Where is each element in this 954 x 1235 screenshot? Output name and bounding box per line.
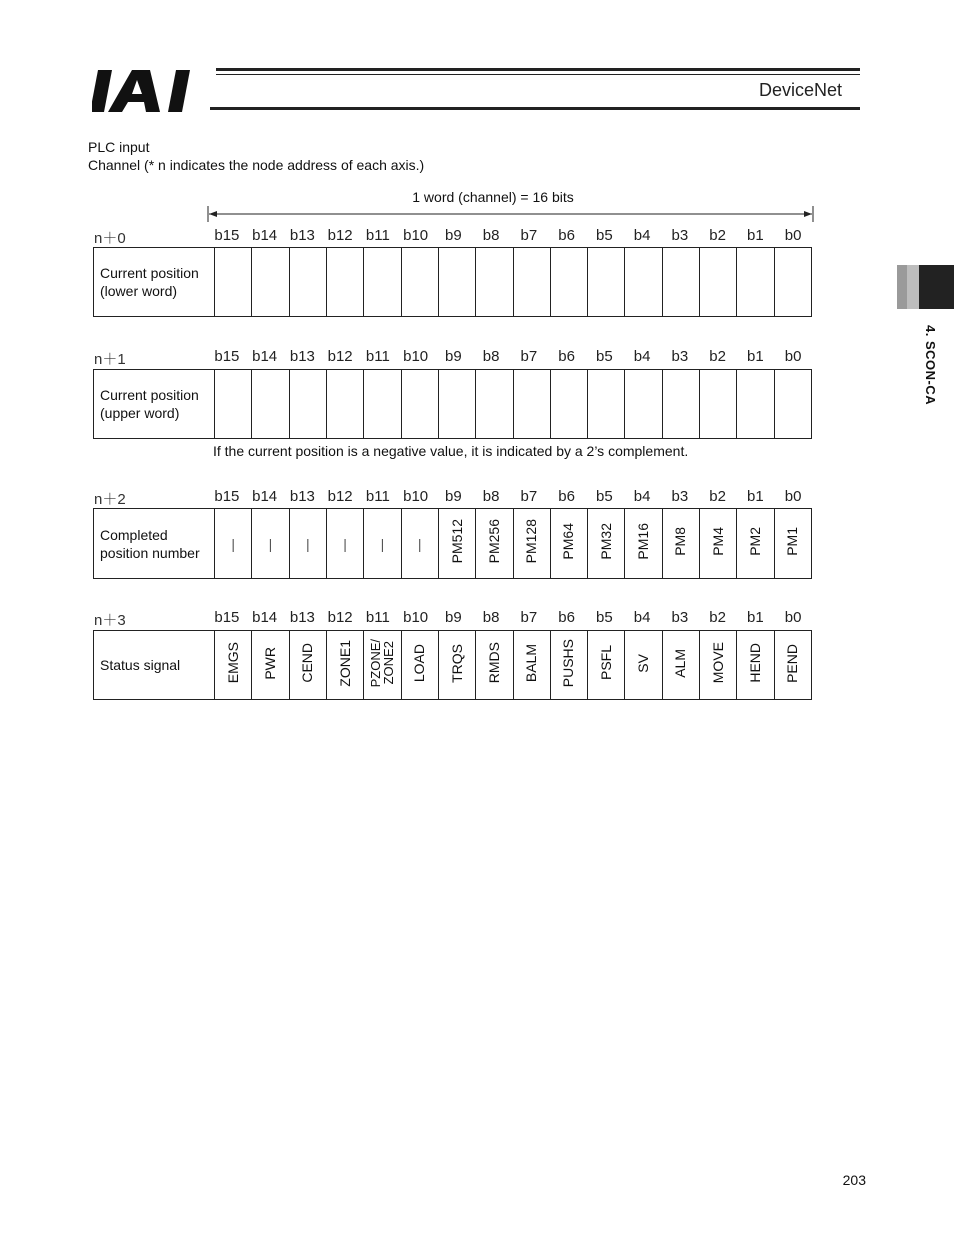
bit-header-b5: b5 [596, 227, 613, 244]
bit-header-b15: b15 [214, 348, 240, 365]
page-number: 203 [842, 1172, 866, 1188]
bit-cell [550, 631, 587, 700]
bit-cell [662, 631, 699, 700]
bit-signal-label: PM4 [709, 527, 726, 556]
channel-label-n3: n＋3 [94, 612, 126, 629]
bit-header-b12: b12 [327, 488, 353, 505]
bit-cell [401, 509, 438, 579]
bit-cell [476, 248, 513, 317]
bit-header-b13: b13 [289, 609, 315, 626]
bit-cell [550, 370, 587, 439]
bit-cell [700, 509, 737, 579]
bit-cell [364, 248, 401, 317]
bit-header-b1: b1 [747, 348, 764, 365]
bit-signal-label: ZONE1 [336, 639, 353, 687]
bit-header-b4: b4 [633, 609, 651, 626]
bit-cell [737, 509, 774, 579]
bit-header-b11: b11 [365, 609, 390, 626]
bit-signal-label: PM1 [784, 527, 801, 556]
bit-header-b7: b7 [520, 227, 538, 244]
register-table-n3 [93, 630, 812, 700]
side-tab-label: 4. SCON-CA [923, 325, 938, 406]
iai-logo [92, 64, 212, 116]
bit-cell [625, 631, 662, 700]
bit-cell [438, 370, 475, 439]
bit-cell [326, 631, 363, 700]
bit-header-b2: b2 [709, 609, 726, 626]
bit-signal-label: PM128 [523, 519, 540, 564]
bit-header-b1: b1 [747, 488, 764, 505]
row-name-n0: Current position (lower word) [94, 248, 215, 317]
bit-cell [588, 248, 625, 317]
bit-header-b4: b4 [633, 488, 651, 505]
bit-cell [513, 370, 550, 439]
bit-cell [550, 509, 587, 579]
bit-header-b6: b6 [558, 348, 575, 365]
bit-header-b10: b10 [403, 609, 429, 626]
bit-cell [588, 631, 625, 700]
bit-header-b1: b1 [747, 227, 764, 244]
bit-header-b4: b4 [633, 348, 651, 365]
table-row [94, 248, 812, 317]
header-rule-top-thin [216, 74, 860, 75]
bit-signal-label: PM8 [672, 527, 689, 556]
bit-signal-label: PUSHS [560, 638, 577, 688]
side-tab-shade-light [897, 265, 907, 309]
bit-header-b15: b15 [214, 227, 240, 244]
bit-header-b1: b1 [747, 609, 764, 626]
bit-cell [252, 248, 289, 317]
bit-header-b9: b9 [445, 488, 462, 505]
bit-cell [252, 631, 289, 700]
bit-signal-label: PM512 [448, 519, 465, 564]
bit-cell [662, 509, 699, 579]
bit-signal-label: TRQS [448, 643, 465, 683]
negative-value-note: If the current position is a negative value, it is indicated by a 2’s complement. [213, 443, 689, 459]
word-size-label: 1 word (channel) = 16 bits [412, 189, 574, 205]
bit-header-b14: b14 [252, 348, 278, 365]
bit-cell [737, 248, 774, 317]
bit-signal-label: | [231, 535, 235, 552]
bit-cell [364, 631, 401, 700]
bit-signal-label: PEND [784, 643, 801, 683]
bit-signal-label: RMDS [485, 642, 502, 684]
bit-header-b10: b10 [403, 348, 429, 365]
bit-cell [700, 248, 737, 317]
bit-signal-label: | [417, 535, 422, 552]
bit-header-b13: b13 [289, 348, 315, 365]
bit-header-b10: b10 [403, 227, 429, 244]
bit-cell [513, 509, 550, 579]
bit-header-row-n3 [208, 609, 812, 627]
register-table-n1 [93, 369, 812, 439]
bit-header-b8: b8 [482, 488, 500, 505]
bit-header-b3: b3 [671, 348, 689, 365]
section-title: DeviceNet [758, 80, 842, 100]
bit-header-b12: b12 [327, 348, 353, 365]
bit-header-b3: b3 [671, 609, 689, 626]
bit-cell [550, 248, 587, 317]
bit-cell [252, 509, 289, 579]
bit-cell [625, 370, 662, 439]
bit-signal-label: LOAD [411, 643, 428, 683]
bit-cell [289, 370, 326, 439]
bit-cell [438, 248, 475, 317]
bit-header-b3: b3 [671, 488, 689, 505]
bit-cell [401, 370, 438, 439]
bit-cell [700, 631, 737, 700]
bit-cell [289, 509, 326, 579]
bit-cell [774, 509, 811, 579]
bit-header-b7: b7 [520, 609, 538, 626]
bit-signal-label: PWR [261, 646, 278, 680]
bit-cell [774, 248, 811, 317]
bit-cell [326, 248, 363, 317]
bit-cell [289, 248, 326, 317]
bit-cell [438, 509, 475, 579]
bit-cell [438, 631, 475, 700]
bit-cell [326, 370, 363, 439]
channel-label-n0: n＋0 [94, 230, 126, 247]
bit-header-b8: b8 [482, 348, 500, 365]
bit-header-b11: b11 [365, 348, 390, 365]
bit-header-b0: b0 [784, 227, 802, 244]
bit-signal-label: EMGS [224, 642, 241, 684]
word-width-arrow [207, 206, 815, 222]
bit-signal-label: PZONE/ ZONE2 [368, 638, 397, 688]
bit-cell [662, 248, 699, 317]
intro-line-2: Channel (* n indicates the node address of each axis.) [88, 157, 425, 173]
bit-header-b9: b9 [445, 348, 462, 365]
header-rule-top [216, 68, 860, 71]
bit-header-b5: b5 [596, 609, 613, 626]
bit-signal-label: PM16 [635, 523, 652, 560]
bit-cell [476, 631, 513, 700]
bit-cell [215, 248, 252, 317]
bit-header-row-n2 [208, 488, 812, 506]
side-tab-marker [919, 265, 954, 309]
bit-header-b14: b14 [252, 227, 278, 244]
register-table-n2 [93, 508, 812, 579]
bit-cell [737, 631, 774, 700]
bit-cell [513, 248, 550, 317]
table-row [94, 631, 812, 700]
bit-header-b10: b10 [403, 488, 429, 505]
bit-header-b13: b13 [289, 488, 315, 505]
channel-label-n1: n＋1 [94, 351, 126, 368]
bit-cell [588, 509, 625, 579]
bit-cell [252, 370, 289, 439]
bit-signal-label: PM2 [747, 527, 764, 556]
bit-cell [364, 509, 401, 579]
bit-header-b4: b4 [633, 227, 651, 244]
bit-header-b0: b0 [784, 488, 802, 505]
bit-header-b12: b12 [327, 227, 353, 244]
bit-cell [513, 631, 550, 700]
bit-header-b2: b2 [709, 488, 726, 505]
bit-header-b9: b9 [445, 609, 462, 626]
bit-header-b8: b8 [482, 609, 500, 626]
row-name-n1: Current position (upper word) [94, 370, 215, 439]
bit-header-b14: b14 [252, 609, 278, 626]
table-row [94, 370, 812, 439]
bit-signal-label: SV [635, 653, 652, 673]
bit-signal-label: ALM [672, 648, 689, 678]
bit-header-b12: b12 [327, 609, 353, 626]
side-tab-shade-mid [907, 265, 919, 309]
register-table-n0 [93, 247, 812, 317]
bit-header-b3: b3 [671, 227, 689, 244]
bit-cell [625, 509, 662, 579]
bit-header-b15: b15 [214, 488, 240, 505]
bit-header-row-n0 [208, 227, 812, 245]
bit-signal-label: | [343, 535, 347, 552]
bit-signal-label: | [268, 535, 273, 552]
bit-cell [588, 370, 625, 439]
bit-signal-label: BALM [523, 643, 540, 683]
table-row [94, 509, 812, 579]
intro-line-1: PLC input [88, 139, 150, 155]
channel-label-n2: n＋2 [94, 491, 126, 508]
bit-cell [289, 631, 326, 700]
bit-cell [700, 370, 737, 439]
bit-header-b14: b14 [252, 488, 278, 505]
bit-cell [476, 370, 513, 439]
bit-cell [215, 631, 252, 700]
bit-header-b5: b5 [596, 348, 613, 365]
bit-header-b15: b15 [214, 609, 240, 626]
bit-cell [476, 509, 513, 579]
bit-header-b6: b6 [558, 488, 575, 505]
bit-header-b11: b11 [365, 227, 390, 244]
bit-header-b2: b2 [709, 348, 726, 365]
bit-cell [401, 248, 438, 317]
bit-header-b7: b7 [520, 488, 538, 505]
bit-cell [215, 509, 252, 579]
bit-signal-label: PM64 [560, 523, 577, 560]
bit-cell [401, 631, 438, 700]
header-rule-bottom [210, 107, 860, 110]
bit-cell [326, 509, 363, 579]
bit-header-b9: b9 [445, 227, 462, 244]
bit-header-b11: b11 [365, 488, 390, 505]
bit-header-b6: b6 [558, 227, 575, 244]
bit-cell [364, 370, 401, 439]
bit-header-b6: b6 [558, 609, 575, 626]
bit-header-b5: b5 [596, 488, 613, 505]
bit-signal-label: | [305, 535, 310, 552]
bit-cell [215, 370, 252, 439]
bit-cell [737, 370, 774, 439]
bit-header-b0: b0 [784, 348, 802, 365]
bit-header-b8: b8 [482, 227, 500, 244]
row-name-n2: Completed position number [94, 509, 215, 579]
bit-signal-label: MOVE [709, 642, 726, 684]
bit-signal-label: HEND [747, 643, 764, 683]
bit-signal-label: PSFL [597, 645, 614, 681]
bit-header-b13: b13 [289, 227, 315, 244]
bit-header-b7: b7 [520, 348, 538, 365]
bit-cell [774, 631, 811, 700]
bit-signal-label: | [380, 535, 385, 552]
bit-header-b0: b0 [784, 609, 802, 626]
bit-signal-label: PM256 [485, 519, 502, 564]
bit-header-row-n1 [208, 348, 812, 366]
bit-signal-label: PM32 [597, 523, 614, 560]
bit-cell [774, 370, 811, 439]
bit-signal-label: CEND [299, 643, 316, 683]
bit-cell [662, 370, 699, 439]
row-name-n3: Status signal [94, 631, 215, 700]
bit-header-b2: b2 [709, 227, 726, 244]
bit-cell [625, 248, 662, 317]
